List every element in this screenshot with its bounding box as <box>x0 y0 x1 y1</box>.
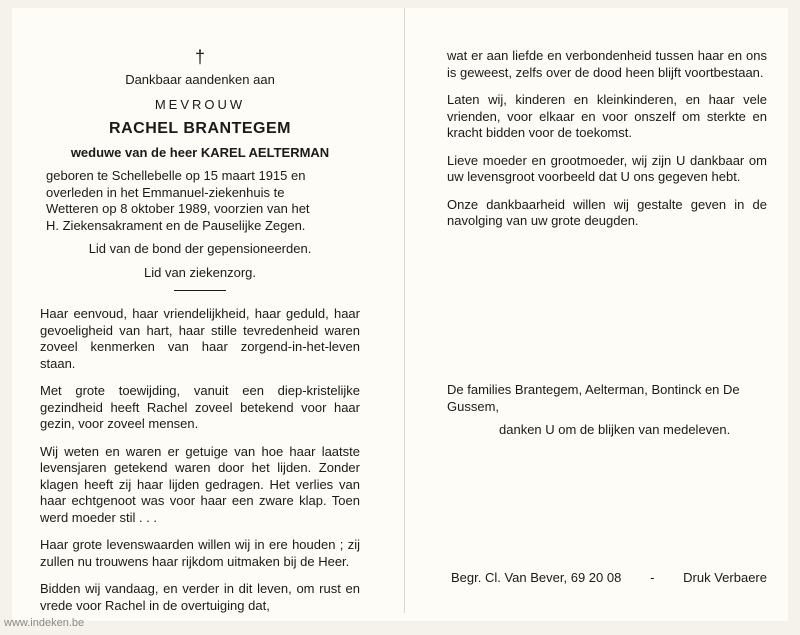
right-paragraph: Laten wij, kinderen en kleinkinderen, en haar vele vrienden, voor elkaar en voor onszelf om sterkte en kracht bidden voor de toekomst. <box>447 92 767 140</box>
left-paragraph: Haar eenvoud, haar vriendelijkheid, haar geduld, haar gevoeligheid van hart, haar stille tevredenheid waren zoveel kenmerken van haar zorgend-in-het-leven staan. <box>40 306 360 371</box>
spouse-line <box>40 145 360 162</box>
right-panel <box>447 48 767 230</box>
membership-2: Lid van ziekenzorg. <box>143 264 256 280</box>
separator-line <box>174 290 226 291</box>
footer-credits <box>451 570 767 585</box>
birth-line: Wetteren op 8 oktober 1989, voorzien van het <box>46 201 310 216</box>
birth-line: overleden in het Emmanuel-ziekenhuis te <box>46 184 285 200</box>
card-fold-line <box>404 8 405 613</box>
left-paragraph: Bidden wij vandaag, en verder in dit leven, om rust en vrede voor Rachel in de overtuiging dat, <box>40 581 360 613</box>
printer-credit: Druk Verbaere <box>683 570 767 585</box>
right-paragraph: Lieve moeder en grootmoeder, wij zijn U dankbaar om uw levensgroot voorbeeld dat U ons gegeven hebt. <box>447 152 767 184</box>
thanks-text: danken U om de blijken van medeleven. <box>499 422 731 437</box>
left-paragraph: Wij weten en waren er getuige van hoe haar laatste levensjaren getekend waren door het lijden. Zonder klagen heeft zij haar lijden gedragen. Het verlies van haar echtgenoot was voor haar een zware klap. Toen werd moeder stil . . . <box>40 443 360 525</box>
birth-death-info <box>40 168 360 234</box>
right-paragraph: wat er aan liefde en verbondenheid tussen haar en ons is geweest, zelfs over de dood heen blijft voortbestaan. <box>447 48 767 80</box>
footer-dash: - <box>650 570 655 585</box>
families-text: De families Brantegem, Aelterman, Bontinck en De Gussem, <box>447 382 740 414</box>
left-paragraph: Haar grote levenswaarden willen wij in ere houden ; zij zullen nu trouwens haar rijkdom uitmaken bij de Heer. <box>40 537 360 569</box>
cross-symbol: † <box>194 47 205 67</box>
birth-line: H. Ziekensakrament en de Pauselijke Zegen. <box>46 217 306 233</box>
spouse-prefix: weduwe van de heer <box>70 144 198 160</box>
salutation: MEVROUW <box>154 96 246 112</box>
deceased-name: RACHEL BRANTEGEM <box>109 120 291 137</box>
membership-1: Lid van de bond der gepensioneerden. <box>88 241 312 256</box>
intro-text: Dankbaar aandenken aan <box>125 72 275 87</box>
spouse-name: KAREL AELTERMAN <box>200 144 330 160</box>
left-paragraph: Met grote toewijding, vanuit een diep-kristelijke gezindheid heeft Rachel zoveel betekend voor haar gezin, voor zoveel mensen. <box>40 383 360 431</box>
birth-line: geboren te Schellebelle op 15 maart 1915 en <box>46 168 306 183</box>
undertaker-credit: Begr. Cl. Van Bever, 69 20 08 <box>451 570 622 585</box>
right-paragraph: Onze dankbaarheid willen wij gestalte geven in de navolging van uw grote deugden. <box>447 196 767 228</box>
site-watermark: www.indeken.be <box>4 617 85 629</box>
left-panel <box>40 48 360 614</box>
